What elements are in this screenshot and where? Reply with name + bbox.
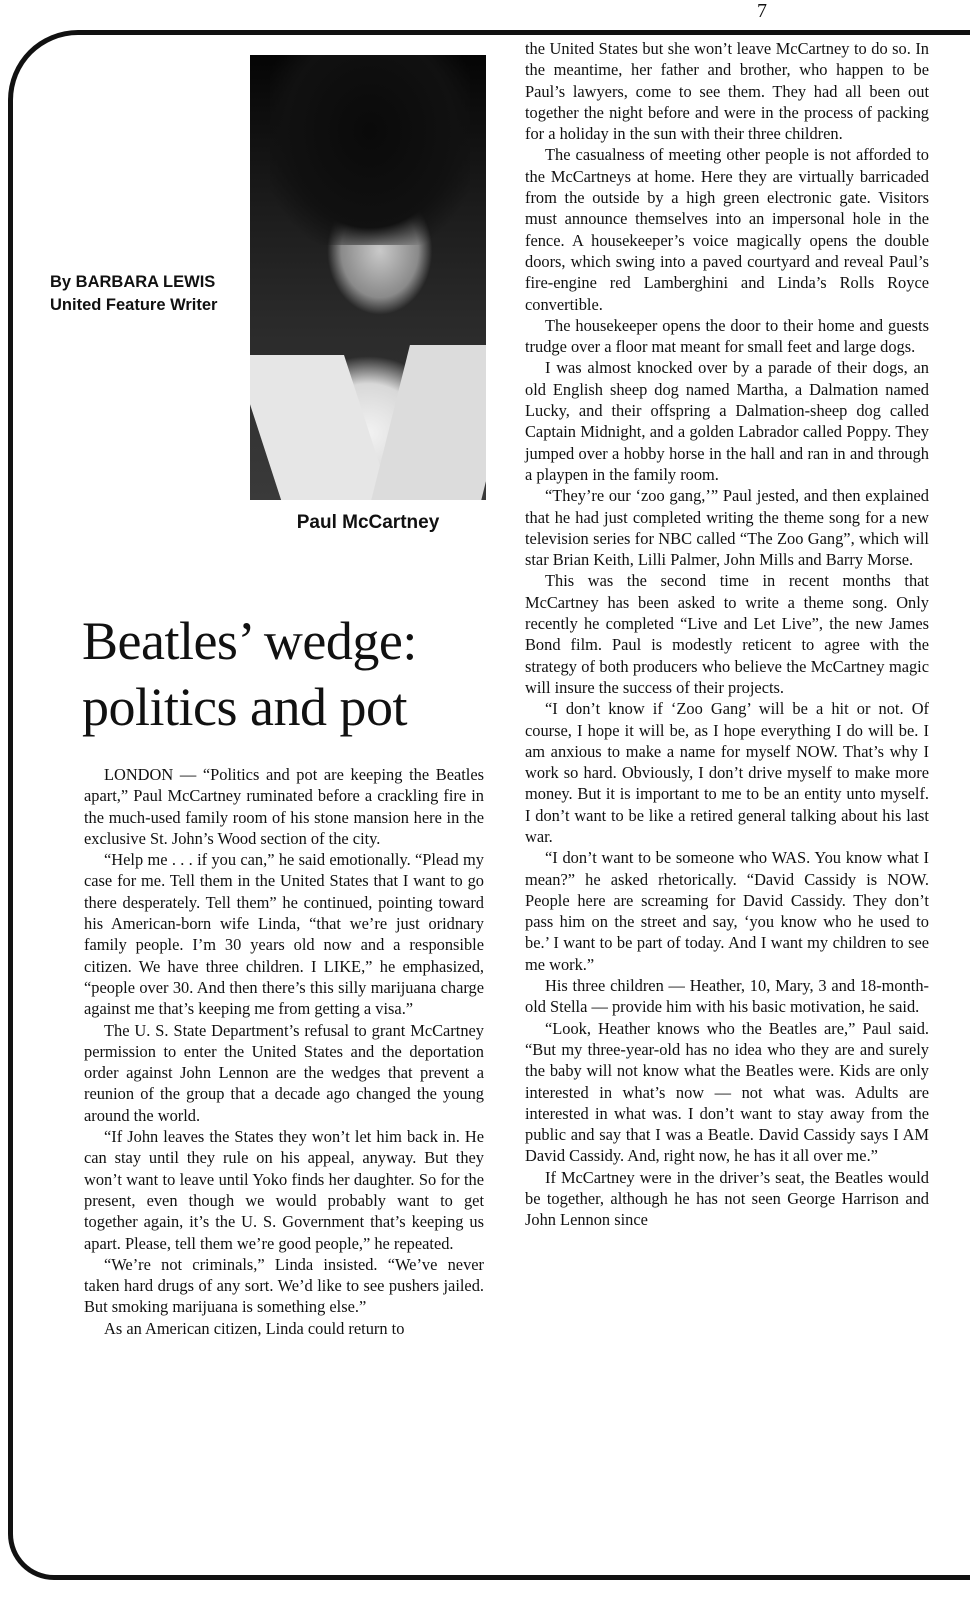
paragraph: The U. S. State Department’s refusal to grant McCartney permission to enter the United States and the deportation order against John Lennon are the wedges that prevent a reunion of the group that a decade ago changed the young around the world. bbox=[84, 1020, 484, 1125]
photo-caption: Paul McCartney bbox=[296, 512, 440, 533]
headline bbox=[82, 608, 502, 740]
paragraph: The housekeeper opens the door to their home and guests trudge over a floor mat meant for small feet and large dogs. bbox=[525, 315, 929, 357]
article-column-left bbox=[84, 764, 484, 1339]
article-column-right bbox=[525, 38, 929, 1231]
byline-author: By BARBARA LEWIS bbox=[50, 273, 216, 291]
headline-line-1: Beatles’ wedge: bbox=[82, 611, 417, 671]
paragraph: the United States but she won’t leave McCartney to do so. In the meantime, her father and brother, who happen to be Paul’s lawyers, come to see them. They had all been out together the night before and were in the process of packing for a holiday in the sun with their three children. bbox=[525, 39, 929, 144]
paragraph: “I don’t know if ‘Zoo Gang’ will be a hit or not. Of course, I hope it will be, as I hope everything I do will be. I am anxious to make a name for myself NOW. That’s why I work so hard. Obviously, I don’t drive myself to make more money. But it is important to me to be an entity unto myself. I don’t want to be like a retired general talking about his last war. bbox=[525, 699, 929, 846]
paragraph: “Look, Heather knows who the Beatles are,” Paul said. “But my three-year-old has no idea who they are and surely the baby will not know what the Beatles were. Kids are only interested in what’s now — not what was. Adults are interested in what was. I don’t want to stay away from the public and say that I was a Beatle. David Cassidy says I AM David Cassidy. And, right now, he has it all over me.” bbox=[525, 1018, 929, 1166]
byline-title: United Feature Writer bbox=[50, 296, 218, 314]
paragraph: “I don’t want to be someone who WAS. You know what I mean?” he asked rhetorically. “David Cassidy is NOW. People here are screaming for David Cassidy. They don’t pass him on the street and say, ‘you know who he used to be.’ I want to be part of today. And I want my children to see me work.” bbox=[525, 848, 929, 974]
paragraph: LONDON — “Politics and pot are keeping the Beatles apart,” Paul McCartney ruminated before a crackling fire in the much-used family room of his stone mansion here in the exclusive St. John’s Wood section of the city. bbox=[84, 765, 484, 848]
paragraph: “They’re our ‘zoo gang,’” Paul jested, and then explained that he had just completed writing the theme song for a new television series for NBC called “The Zoo Gang”, which will star Brian Keith, Lilli Palmer, John Mills and Barry Morse. bbox=[525, 486, 929, 570]
paragraph: I was almost knocked over by a parade of their dogs, an old English sheep dog named Martha, a Dalmation named Lucky, and their offspring a Dalmation-sheep dog called Captain Midnight, and a golden Labrador called Poppy. They jumped over a hobby horse in the hall and ran in and through a playpen in the family room. bbox=[525, 358, 929, 484]
paragraph: “We’re not criminals,” Linda insisted. “We’ve never taken hard drugs of any sort. We’d like to see pushers jailed. But smoking marijuana is something else.” bbox=[84, 1254, 484, 1317]
paragraph: If McCartney were in the driver’s seat, the Beatles would be together, although he has not seen George Harrison and John Lennon since bbox=[525, 1167, 929, 1230]
paragraph: His three children — Heather, 10, Mary, 3 and 18-month-old Stella — provide him with his basic motivation, he said. bbox=[525, 976, 929, 1017]
byline bbox=[50, 271, 217, 317]
paragraph: As an American citizen, Linda could return to bbox=[104, 1318, 405, 1338]
paragraph: This was the second time in recent months that McCartney has been asked to write a theme song. Only recently he completed “Live and Let Live”, the new James Bond film. Paul is modestly reticent to agree with the strategy of both producers who believe the McCartney magic will insure the success of their projects. bbox=[525, 571, 929, 697]
page-number: 7 bbox=[757, 0, 767, 22]
paragraph: The casualness of meeting other people is not afforded to the McCartneys at home. Here they are virtually barricaded from the outside by a high green electronic gate. Visitors must announce themselves into an impersonal hole in the fence. A housekeeper’s voice magically opens the double doors, which swing into a paved courtyard and reveal Paul’s fire-engine red Lamberghini and Linda’s Rolls Royce convertible. bbox=[525, 145, 929, 314]
portrait-photo bbox=[250, 55, 486, 500]
paragraph: “Help me . . . if you can,” he said emotionally. “Plead my case for me. Tell them in the United States that I want to go there desperately. Tell them” he continued, pointing toward his American-born wife Linda, “that we’re just oridnary family people. I’m 30 years old now and a responsible citizen. We have three children. I LIKE,” he emphasized, “people over 30. And then there’s this silly marijuana charge against me that’s keeping me from getting a visa.” bbox=[84, 850, 484, 1019]
headline-line-2: politics and pot bbox=[82, 677, 407, 737]
paragraph: “If John leaves the States they won’t let him back in. He can stay until they rule on his appeal, anyway. But they won’t want to leave until Yoko finds her daughter. So for the present, even though we would probably want to get together again, it’s the U. S. Government that’s keeping us apart. Please, tell them we’re good people,” he repeated. bbox=[84, 1127, 484, 1253]
